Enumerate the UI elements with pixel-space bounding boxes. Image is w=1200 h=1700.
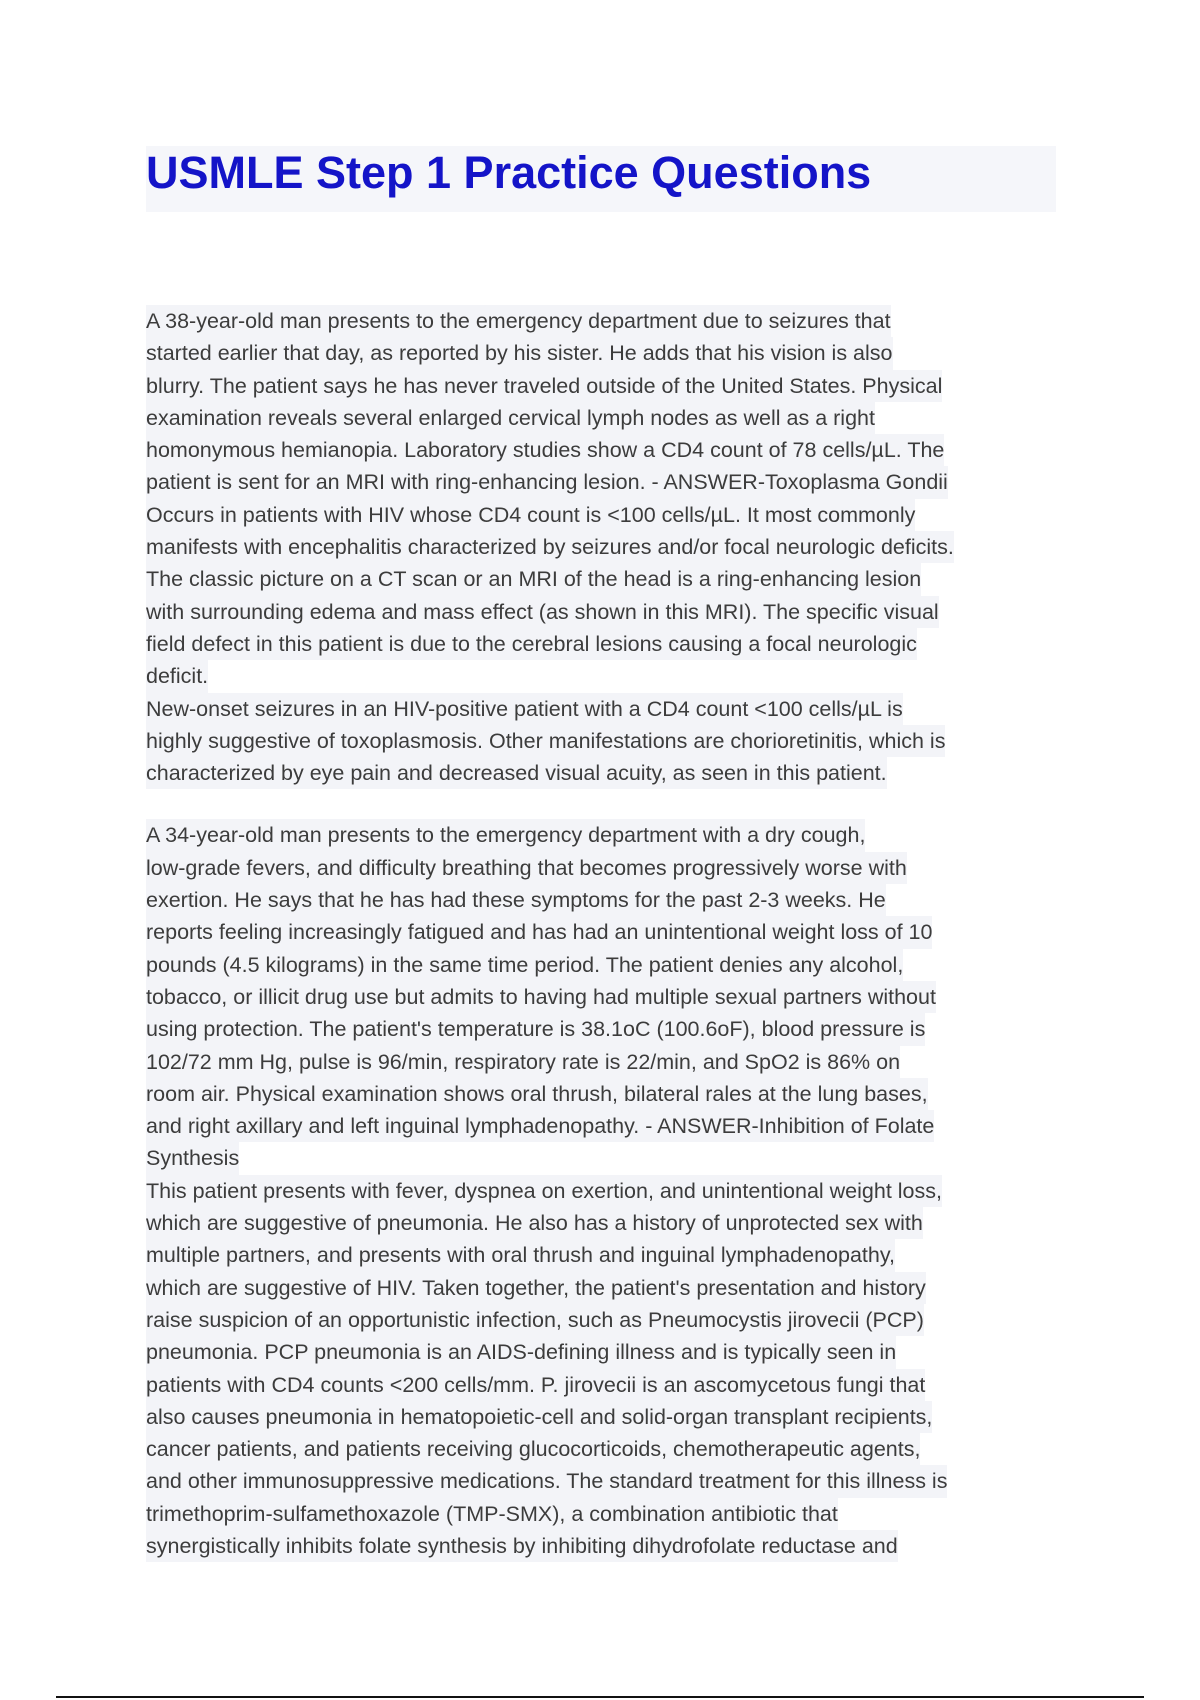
text-line: This patient presents with fever, dyspnea on exertion, and unintentional weight loss, [146,1175,942,1207]
text-line: which are suggestive of HIV. Taken together, the patient's presentation and history [146,1272,926,1304]
text-line: highly suggestive of toxoplasmosis. Other manifestations are chorioretinitis, which is [146,725,945,757]
text-line: homonymous hemianopia. Laboratory studies show a CD4 count of 78 cells/µL. The [146,434,944,466]
text-line: patient is sent for an MRI with ring-enhancing lesion. - ANSWER-Toxoplasma Gondii [146,466,948,498]
text-line: A 38-year-old man presents to the emergency department due to seizures that [146,305,891,337]
text-line: Occurs in patients with HIV whose CD4 count is <100 cells/µL. It most commonly [146,499,915,531]
text-line: reports feeling increasingly fatigued and has had an unintentional weight loss of 10 [146,916,932,948]
text-line: room air. Physical examination shows oral thrush, bilateral rales at the lung bases, [146,1078,928,1110]
text-line: pounds (4.5 kilograms) in the same time period. The patient denies any alcohol, [146,949,903,981]
text-line: which are suggestive of pneumonia. He also has a history of unprotected sex with [146,1207,923,1239]
text-line: A 34-year-old man presents to the emergency department with a dry cough, [146,819,865,851]
question-block [146,305,1064,789]
text-line: The classic picture on a CT scan or an MRI of the head is a ring-enhancing lesion [146,563,921,595]
text-line: also causes pneumonia in hematopoietic-cell and solid-organ transplant recipients, [146,1401,932,1433]
text-line: trimethoprim-sulfamethoxazole (TMP-SMX), a combination antibiotic that [146,1498,838,1530]
text-line: pneumonia. PCP pneumonia is an AIDS-defining illness and is typically seen in [146,1336,896,1368]
text-line: 102/72 mm Hg, pulse is 96/min, respiratory rate is 22/min, and SpO2 is 86% on [146,1046,900,1078]
text-line: patients with CD4 counts <200 cells/mm. P. jirovecii is an ascomycetous fungi that [146,1369,925,1401]
text-line: field defect in this patient is due to the cerebral lesions causing a focal neurologic [146,628,917,660]
document-body [146,305,1064,1592]
text-line: cancer patients, and patients receiving glucocorticoids, chemotherapeutic agents, [146,1433,920,1465]
text-line: examination reveals several enlarged cervical lymph nodes as well as a right [146,402,875,434]
text-line: and right axillary and left inguinal lymphadenopathy. - ANSWER-Inhibition of Folate [146,1110,934,1142]
text-line: raise suspicion of an opportunistic infection, such as Pneumocystis jirovecii (PCP) [146,1304,924,1336]
text-line: manifests with encephalitis characterized by seizures and/or focal neurologic deficits. [146,531,954,563]
footer-rule [56,1696,1144,1698]
text-line: exertion. He says that he has had these symptoms for the past 2-3 weeks. He [146,884,886,916]
text-line: characterized by eye pain and decreased visual acuity, as seen in this patient. [146,757,887,789]
text-line: started earlier that day, as reported by his sister. He adds that his vision is also [146,337,893,369]
text-line: blurry. The patient says he has never traveled outside of the United States. Physical [146,370,942,402]
text-line: with surrounding edema and mass effect (as shown in this MRI). The specific visual [146,596,939,628]
text-line: Synthesis [146,1142,239,1174]
text-line: using protection. The patient's temperature is 38.1oC (100.6oF), blood pressure is [146,1013,925,1045]
text-line: New-onset seizures in an HIV-positive patient with a CD4 count <100 cells/µL is [146,693,903,725]
text-line: synergistically inhibits folate synthesis by inhibiting dihydrofolate reductase and [146,1530,898,1562]
text-line: tobacco, or illicit drug use but admits to having had multiple sexual partners without [146,981,936,1013]
text-line: multiple partners, and presents with oral thrush and inguinal lymphadenopathy, [146,1239,895,1271]
page-title: USMLE Step 1 Practice Questions [146,147,872,198]
text-line: low-grade fevers, and difficulty breathing that becomes progressively worse with [146,852,907,884]
text-line: and other immunosuppressive medications. The standard treatment for this illness is [146,1465,947,1497]
question-block [146,819,1064,1562]
text-line: deficit. [146,660,208,692]
